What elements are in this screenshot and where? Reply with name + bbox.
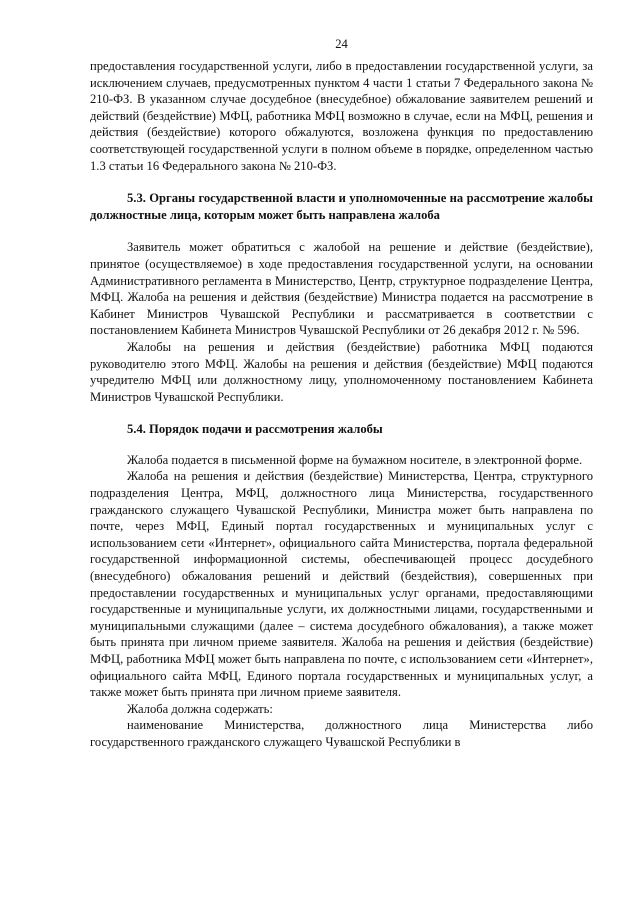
paragraph-complaint-channels: Жалоба на решения и действия (бездействие) Министерства, Центра, структурного подразделения Центра, МФЦ, должностного лица Министерства, государственного гражданского служащего Чувашской Республики, Министра может быть направлена по почте, через МФЦ, Единый портал государственных и муниципальных услуг с использованием сети «Интернет», официального сайта Министерства, портала федеральной государственной информационной системы, обеспечивающей процесс досудебного (внесудебного) обжалования решений и действий (бездействия), совершенных при предоставлении государственных и муниципальных услуг органами, предоставляющими государственные и муниципальные услуги, их должностными лицами, государственными и муниципальными служащими (далее – система досудебного обжалования), а также может быть принята при личном приеме заявителя. Жалоба на решения и действия (бездействие) МФЦ, работника МФЦ может быть направлена по почте, с использованием сети «Интернет», официального сайта МФЦ, Единого портала государственных и муниципальных услуг, а также может быть принята при личном приеме заявителя.: [90, 469, 593, 700]
section-heading-5-3: 5.3. Органы государственной власти и уполномоченные на рассмотрение жалобы должностные лица, которым может быть направлена жалоба: [90, 191, 593, 222]
paragraph-complaint-content: Жалоба должна содержать:: [127, 701, 273, 716]
paragraph-complaint-filing: Заявитель может обратиться с жалобой на решение и действие (бездействие), принятое (осуществляемое) в ходе предоставления государственной услуги, на основании Административного регламента в Министерство, Центр, структурное подразделение Центра, МФЦ. Жалоба на решения и действия (бездействие) Министра подается на рассмотрение в Кабинет Министров Чувашской Республики и рассматривается в соответствии с постановлением Кабинета Министров Чувашской Республики от 26 декабря 2012 г. № 596.: [90, 240, 593, 338]
section-heading-5-4: 5.4. Порядок подачи и рассмотрения жалобы: [127, 422, 383, 437]
page-number: 24: [335, 37, 348, 51]
paragraph-ministry-name: наименование Министерства, должностного лица Министерства либо государственного гражданского служащего Чувашской Республики в: [90, 718, 593, 749]
spacer: [90, 223, 593, 239]
spacer: [90, 405, 593, 421]
spacer: [90, 174, 593, 190]
paragraph-complaint-form: Жалоба подается в письменной форме на бумажном носителе, в электронной форме.: [127, 452, 583, 467]
paragraph-continuation: предоставления государственной услуги, либо в предоставлении государственной услуги, за исключением случаев, предусмотренных пунктом 4 части 1 статьи 7 Федерального закона № 210-ФЗ. В указанном случае досудебное (внесудебное) обжалование заявителем решений и действий (бездействие) МФЦ, работника МФЦ возможно в случае, если на МФЦ, решения и действия (бездействие) которого обжалуются, возложена функция по предоставлению соответствующей государственной услуги в полном объеме в порядке, определенном частью 1.3 статьи 16 Федерального закона № 210-ФЗ.: [90, 59, 593, 173]
paragraph-mfc-complaints: Жалобы на решения и действия (бездействие) работника МФЦ подаются руководителю этого МФЦ. Жалобы на решения и действия (бездействие) МФЦ подаются учредителю МФЦ или должностному лицу, уполномоченному постановлением Кабинета Министров Чувашской Республики.: [90, 339, 593, 404]
spacer: [90, 438, 593, 452]
